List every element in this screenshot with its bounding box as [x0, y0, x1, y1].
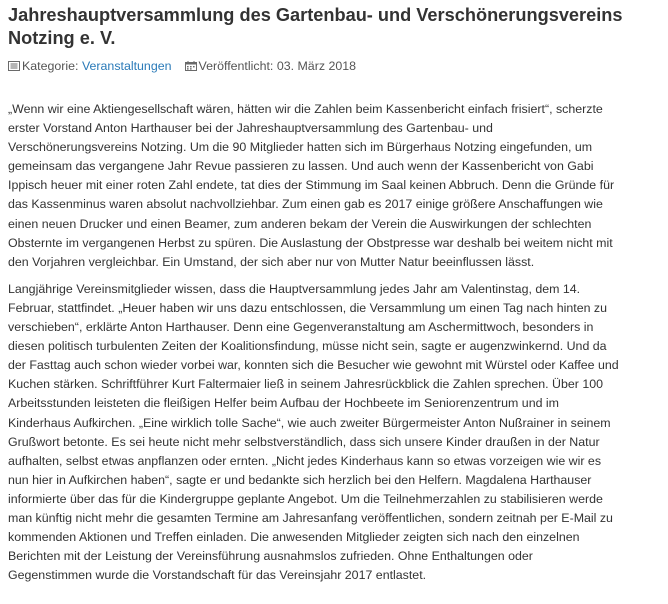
article-title-line: Notzing e. V.: [8, 28, 116, 48]
article-title-line: Jahreshauptversammlung des Gartenbau- und Verschönerungsvereins: [8, 5, 623, 25]
category-label: Kategorie:: [22, 59, 79, 73]
text-line: nun hier in Aufkirchen haben“, sagte er und bedankte sich herzlich bei den Helfern. Magdalena Harthauser: [8, 472, 592, 487]
published-date: 03. März 2018: [276, 59, 357, 73]
text-line: verschieben“, erklärte Anton Harthauser. Denn eine Gegenveranstaltung am Aschermittwoch, besonders in: [8, 320, 594, 335]
text-line: erster Vorstand Anton Harthauser bei der Jahreshauptversammlung des Gartenbau- und: [8, 121, 493, 136]
text-line: das Kassenminus waren absolut nachvollziehbar. Zum einen gab es 2017 einige größere Anschaffungen wie: [8, 197, 603, 212]
calendar-icon: [185, 61, 197, 71]
text-line: man künftig nicht mehr die gesamten Termine am Jahresanfang veröffentlichen, sondern zeitnah per E-Mail zu: [8, 510, 613, 525]
text-line: den Vorjahren vergleichbar. Ein Umstand, der sich aber nur von Mutter Natur beeinflussen lässt.: [8, 254, 535, 269]
text-line: informierte über das für die Kindergruppe geplante Angebot. Um die Teilnehmerzahlen zu stabilisieren werde: [8, 491, 603, 506]
text-line: Berichten mit der Leistung der Vereinsführung ausnahmslos zufrieden. Ohne Enthaltungen oder: [8, 549, 533, 564]
text-line: aufhalten, selbst etwas anpflanzen oder ernten. „Nicht jedes Kinderhaus kann so etwas vorzeigen wie wir es: [8, 453, 602, 468]
text-line: Gegenstimmen wurde die Vorstandschaft für das Vereinsjahr 2017 entlastet.: [8, 568, 427, 583]
text-line: Februar, stattfindet. „Heuer haben wir uns dazu entschlossen, die Versammlung um einen Tag nach hinten zu: [8, 300, 608, 315]
text-line: gemeinsam das vergangene Jahr Revue passieren zu lassen. Und auch wenn der Kassenbericht von Gabi: [8, 159, 594, 174]
category-meta: [8, 56, 172, 76]
paragraph-2: [8, 280, 618, 586]
paragraph-1: [8, 100, 618, 272]
text-line: kommenden Aktionen und Treffen einladen. Die anwesenden Mitglieder zeigten sich nach den einzelnen: [8, 530, 580, 545]
text-line: einen neuen Drucker und einen Beamer, zum anderen bekam der Verein die Auswirkungen der schlechten: [8, 216, 592, 231]
text-line: der Fasttag auch schon wieder vorbei war, konnten sich die Besucher wie gewohnt mit Würstel oder Kaffee und: [8, 358, 619, 373]
text-line: Grußwort betonte. Es sei heute nicht mehr selbstverständlich, dass sich unsere Kinder draußen in der Natur: [8, 434, 600, 449]
text-line: Obsternte im vergangenen Herbst zu spüren. Die Auslastung der Obstpresse war deshalb bei weitem nicht mit: [8, 235, 613, 250]
text-line: Langjährige Vereinsmitglieder wissen, dass die Hauptversammlung jedes Jahr am Valentinstag, dem 14.: [8, 281, 581, 296]
text-line: Verschönerungsvereins Notzing. Um die 90 Mitglieder hatten sich im Bürgerhaus Notzing eingefunden, um: [8, 140, 593, 155]
published-label: Veröffentlicht:: [198, 59, 274, 73]
article-body: [8, 100, 618, 585]
text-line: Kinderhaus Aufkirchen. „Eine wirklich tolle Sache“, wie auch zweiter Bürgermeister Anton Nußrainer in seinem: [8, 415, 611, 430]
text-line: Kuchen stärken. Schriftführer Kurt Faltermaier ließ in seinem Jahresrückblick die Zahlen sprechen. Über 100: [8, 377, 604, 392]
text-line: diesen politisch turbulenten Zeiten der Koalitionsfindung, müsse nicht sein, sagte er augenzwinkernd. Und da: [8, 339, 607, 354]
published-meta: [185, 56, 357, 76]
text-line: „Wenn wir eine Aktiengesellschaft wären, hätten wir die Zahlen beim Kassenbericht einfach frisiert“, scherzte: [8, 102, 603, 116]
category-link[interactable]: Veranstaltungen: [81, 59, 172, 73]
article-meta: [8, 56, 654, 76]
text-line: Arbeitsstunden leisteten die fleißigen Helfer beim Aufbau der Hochbeete im Seniorenzentrum und im: [8, 396, 560, 411]
article-title: [8, 0, 638, 50]
text-line: Ippisch heuer mit einer roten Zahl endete, tat dies der Stimmung im Saal keinen Abbruch. Denn die Gründe für: [8, 178, 615, 193]
list-icon: [8, 61, 20, 71]
